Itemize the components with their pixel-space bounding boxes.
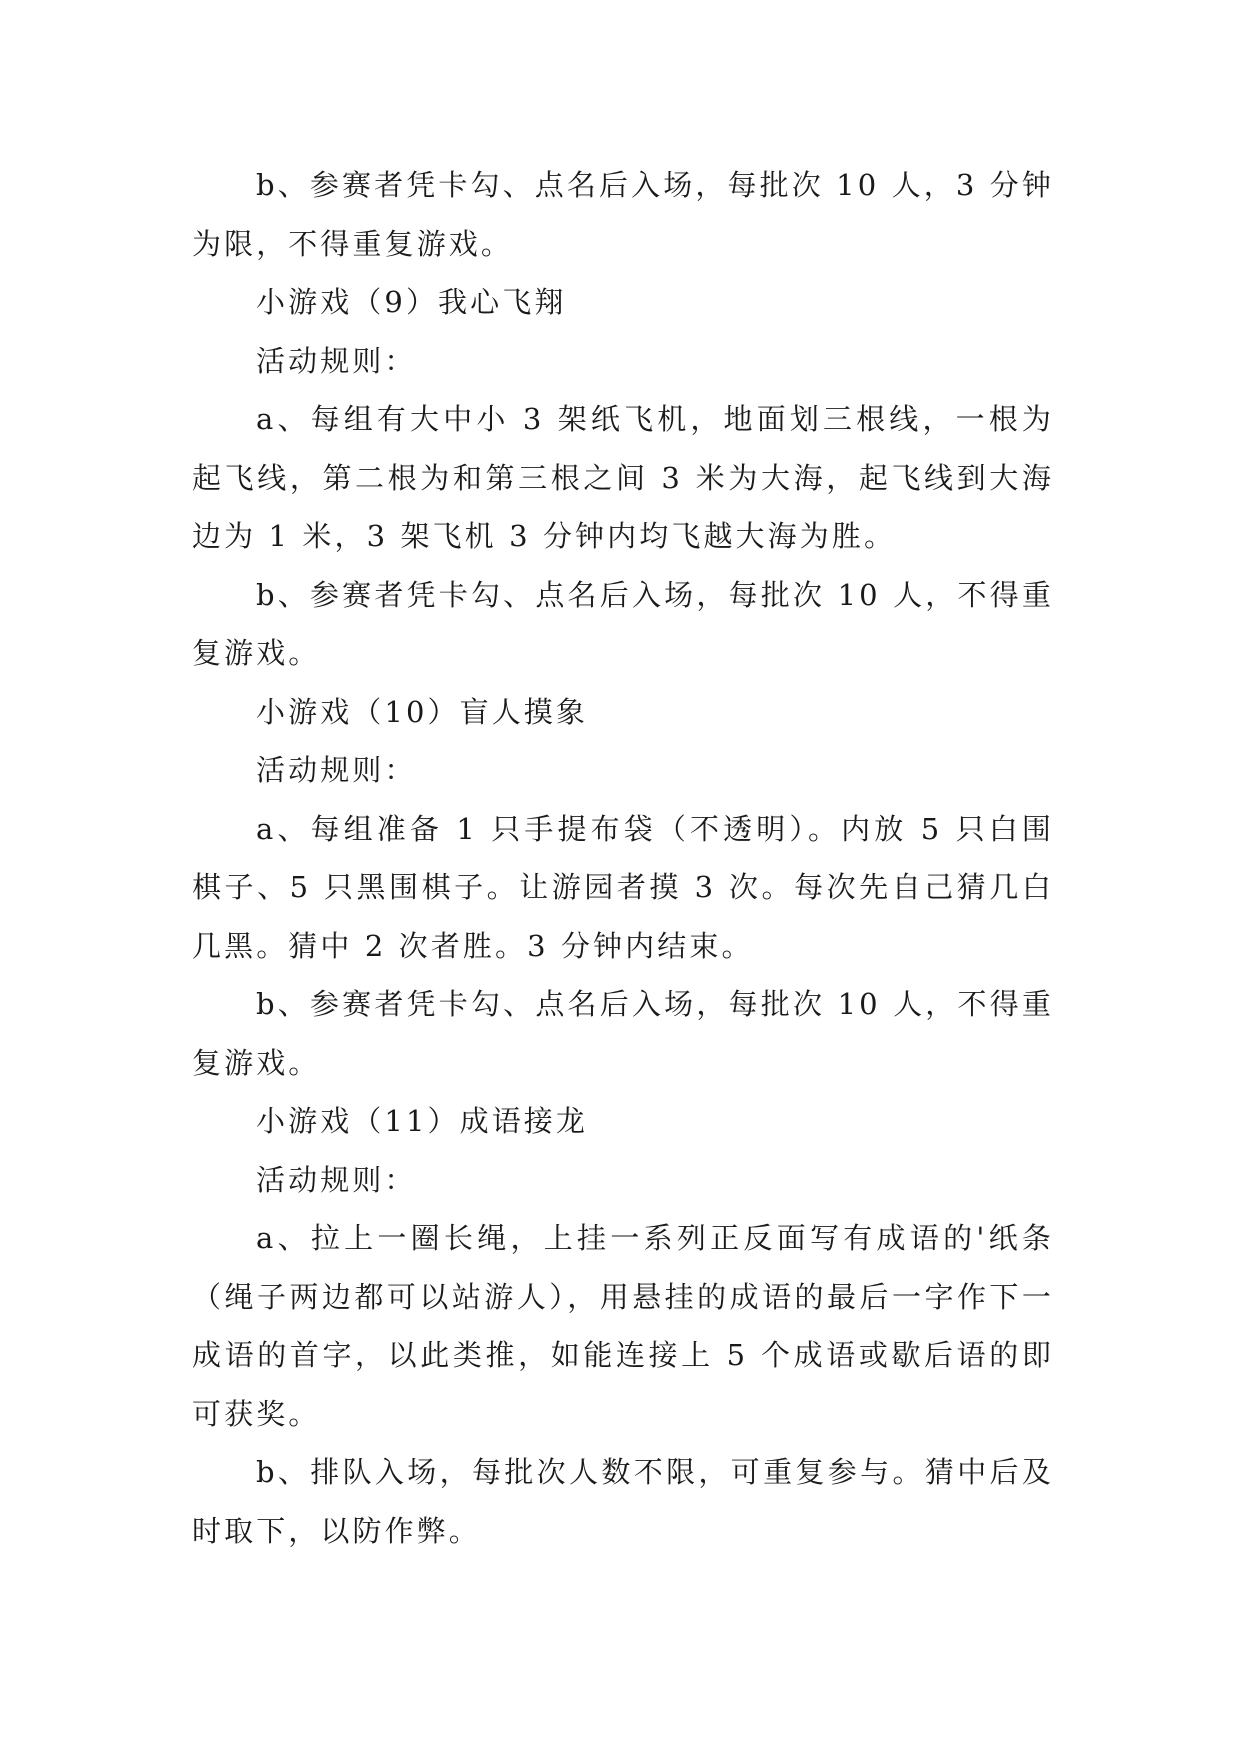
- heading-rules-game-11: 活动规则：: [256, 1162, 417, 1197]
- paragraph-rule-a-game10: a、每组准备 1 只手提布袋（不透明）。内放 5 只白围棋子、5 只黑围棋子。让游园者摸 3 次。每次先自己猜几白几黑。猜中 2 次者胜。3 分钟内结束。: [192, 811, 1054, 963]
- heading-game-9: 小游戏（9）我心飞翔: [256, 285, 567, 319]
- paragraph-rule-b-game11: b、排队入场，每批次人数不限，可重复参与。猜中后及时取下，以防作弊。: [192, 1455, 1054, 1548]
- paragraph-rule-b-game9: b、参赛者凭卡勾、点名后入场，每批次 10 人，不得重复游戏。: [192, 577, 1054, 670]
- heading-game-10: 小游戏（10）盲人摸象: [256, 694, 589, 729]
- heading-rules-game-10: 活动规则：: [256, 753, 417, 787]
- paragraph-rule-a-game11: a、拉上一圈长绳，上挂一系列正反面写有成语的'纸条（绳子两边都可以站游人），用悬挂的成语的最后一字作下一成语的首字，以此类推，如能连接上 5 个成语或歇后语的即可获奖。: [192, 1221, 1054, 1431]
- document-body: [192, 156, 1054, 1560]
- paragraph-rule-a-game9: a、每组有大中小 3 架纸飞机，地面划三根线，一根为起飞线，第二根为和第三根之间 3 米为大海，起飞线到大海边为 1 米，3 架飞机 3 分钟内均飞越大海为胜。: [192, 402, 1054, 553]
- heading-game-11: 小游戏（11）成语接龙: [256, 1104, 589, 1138]
- paragraph-rule-b-game10: b、参赛者凭卡勾、点名后入场，每批次 10 人，不得重复游戏。: [192, 987, 1054, 1080]
- paragraph-rule-b-game8: b、参赛者凭卡勾、点名后入场，每批次 10 人，3 分钟为限，不得重复游戏。: [192, 168, 1054, 261]
- heading-rules-game-9: 活动规则：: [256, 343, 417, 378]
